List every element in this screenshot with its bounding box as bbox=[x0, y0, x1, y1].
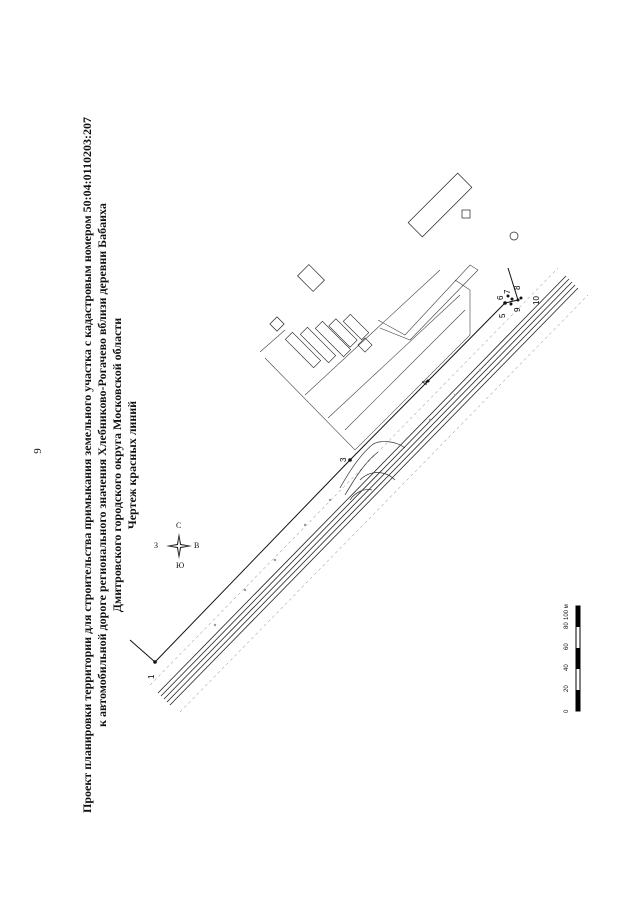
point-label-7: 7 bbox=[503, 289, 512, 294]
point-label-1: 1 bbox=[147, 674, 156, 679]
point-label-6: 6 bbox=[496, 295, 505, 300]
scale-tick-20: 20 bbox=[564, 685, 570, 692]
scale-tick-100: 100 м bbox=[564, 604, 570, 620]
point-label-9: 9 bbox=[513, 307, 522, 312]
compass-north-label: С bbox=[176, 521, 182, 530]
buildings bbox=[270, 173, 518, 331]
red-line bbox=[130, 268, 518, 662]
scale-tick-60: 60 bbox=[564, 643, 570, 650]
point-markers bbox=[153, 295, 522, 664]
point-label-10: 10 bbox=[532, 296, 541, 305]
scale-tick-40: 40 bbox=[564, 664, 570, 671]
point-label-5: 5 bbox=[498, 313, 507, 318]
scale-tick-80: 80 bbox=[564, 622, 570, 629]
highway-road bbox=[158, 276, 578, 705]
point-labels bbox=[147, 285, 541, 679]
title-line-3: Дмитровского городского округа Московской области bbox=[110, 317, 124, 613]
point-label-4: 4 bbox=[421, 380, 430, 385]
title-line-4: Чертеж красных линий bbox=[125, 400, 139, 530]
parking-stalls bbox=[285, 314, 372, 367]
compass-east-label: В bbox=[194, 541, 200, 550]
page-number: 9 bbox=[31, 448, 44, 454]
compass-west-label: З bbox=[154, 541, 159, 550]
point-label-3: 3 bbox=[339, 457, 348, 462]
scale-tick-0: 0 bbox=[564, 709, 570, 713]
parking-area bbox=[260, 265, 478, 450]
compass-south-label: Ю bbox=[176, 561, 185, 570]
point-label-8: 8 bbox=[513, 285, 522, 290]
vegetation bbox=[214, 369, 481, 626]
title-line-1: Проект планировки территории для строительства примыкания земельного участка с кадастровым номером 50:04:0110203:207 bbox=[80, 117, 94, 813]
title-line-2: к автомобильной дороге регионального значения Хлебниково-Рогачево вблизи деревни Бабаиха bbox=[95, 203, 109, 727]
